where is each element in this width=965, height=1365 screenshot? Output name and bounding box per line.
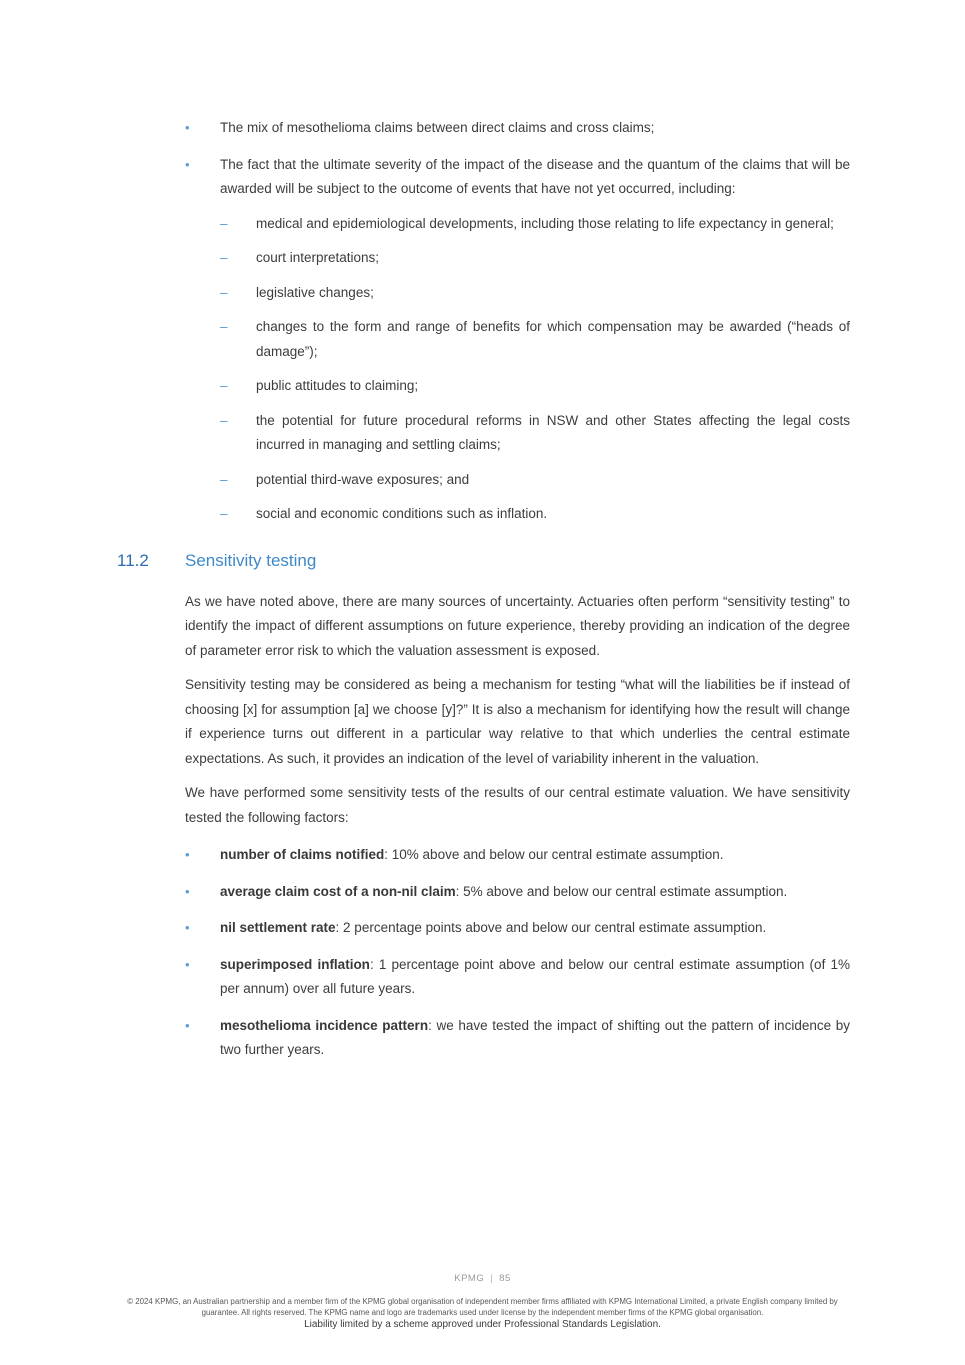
bullet-icon: • <box>185 883 190 899</box>
factor-text <box>220 953 850 1002</box>
bullet-icon: • <box>185 847 190 862</box>
sub-list-item <box>220 468 850 493</box>
factor-description: : 10% above and below our central estimate assumption. <box>384 847 724 862</box>
list-item <box>185 153 850 202</box>
bullet-icon: • <box>185 156 190 172</box>
bullet-icon: • <box>185 956 190 972</box>
footer-page-number: 85 <box>499 1273 511 1284</box>
dash-icon: – <box>220 284 228 300</box>
bullet-icon: • <box>185 1017 190 1033</box>
list-item-text: The fact that the ultimate severity of the impact of the disease and the quantum of the claims that will be awarded will be subject to the outcome of events that have not yet occurred, including: <box>220 156 850 196</box>
sub-list-item-text: public attitudes to claiming; <box>256 378 419 393</box>
factor-name: nil settlement rate <box>220 920 336 935</box>
factor-list <box>185 843 850 1063</box>
factor-list-item <box>185 953 850 1002</box>
factor-list-item <box>185 843 850 868</box>
factor-name: mesothelioma incidence pattern <box>220 1017 429 1033</box>
sub-list-item-text: court interpretations; <box>256 250 380 265</box>
footer-brand: KPMG <box>454 1273 485 1284</box>
paragraph: We have performed some sensitivity tests of the results of our central estimate valuation. We have sensitivity tested the following factors: <box>185 785 850 825</box>
paragraph: Sensitivity testing may be considered as being a mechanism for testing “what will the liabilities be if instead of choosing [x] for assumption [a] we choose [y]?” It is also a mechanism for identifying how the result will change if experience turns out different in a particular way relative to that which underlies the central estimate expectations. As such, it provides an indication of the level of variability inherent in the valuation. <box>185 677 850 766</box>
sub-list-item-text: changes to the form and range of benefits for which compensation may be awarded (“heads of damage”); <box>256 319 850 359</box>
dash-icon: – <box>220 378 228 393</box>
dash-icon: – <box>220 215 228 231</box>
dash-icon: – <box>220 471 228 487</box>
dash-icon: – <box>220 319 228 334</box>
page-number-label <box>0 1273 965 1284</box>
factor-description: : 2 percentage points above and below our central estimate assumption. <box>335 920 767 935</box>
paragraph: As we have noted above, there are many sources of uncertainty. Actuaries often perform “sensitivity testing” to identify the impact of different assumptions on future experience, thereby providing an indication of the degree of parameter error risk to which the valuation assessment is exposed. <box>185 593 850 658</box>
sub-list-item <box>220 374 850 399</box>
sub-list-item-text: legislative changes; <box>256 284 374 300</box>
sub-list-item <box>220 246 850 271</box>
legal-text: © 2024 KPMG, an Australian partnership and a member firm of the KPMG global organisation of independent member firms affiliated with KPMG International Limited, a private English company limited by guarantee. All rights reserved. The KPMG name and logo are trademarks used under license by the independent member firms of the KPMG global organisation. <box>127 1297 838 1317</box>
factor-description: : 1 percentage point above and below our central estimate assumption (of 1% per annum) over all future years. <box>220 956 850 996</box>
page-content <box>117 116 850 1075</box>
sub-list-item-text: the potential for future procedural reforms in NSW and other States affecting the legal costs incurred in managing and settling claims; <box>256 412 850 452</box>
sub-list-item <box>220 281 850 306</box>
bullet-icon: • <box>185 920 190 935</box>
sub-list-item <box>220 315 850 364</box>
sub-list-item <box>220 212 850 237</box>
sub-list <box>185 212 850 527</box>
sub-list-item-text: potential third-wave exposures; and <box>256 471 470 487</box>
factor-text <box>220 880 850 905</box>
list-item-text: The mix of mesothelioma claims between direct claims and cross claims; <box>220 120 655 135</box>
sub-list-item <box>220 502 850 527</box>
dash-icon: – <box>220 412 228 428</box>
factor-list-item <box>185 1014 850 1063</box>
factor-text <box>220 916 850 941</box>
section-number: 11.2 <box>117 550 149 570</box>
bullet-icon: • <box>185 120 190 135</box>
factor-description: : we have tested the impact of shifting out the pattern of incidence by two further years. <box>220 1017 850 1057</box>
factor-text <box>220 843 850 868</box>
factor-name: average claim cost of a non-nil claim <box>220 883 456 899</box>
factor-name: superimposed inflation <box>220 956 370 972</box>
sub-list-item-text: social and economic conditions such as inflation. <box>256 506 548 521</box>
list-item <box>185 116 850 141</box>
factor-list-item <box>185 916 850 941</box>
factor-name: number of claims notified <box>220 847 385 862</box>
section-title: Sensitivity testing <box>185 550 317 570</box>
section-heading <box>117 548 850 574</box>
factor-list-item <box>185 880 850 905</box>
sub-list-item <box>220 409 850 458</box>
factor-text <box>220 1014 850 1063</box>
footer-separator: | <box>490 1273 494 1284</box>
sub-list-item-text: medical and epidemiological developments, including those relating to life expectancy in general; <box>256 215 834 231</box>
page-footer <box>0 1260 965 1365</box>
dash-icon: – <box>220 506 228 521</box>
factor-description: : 5% above and below our central estimate assumption. <box>455 883 788 899</box>
dash-icon: – <box>220 250 228 265</box>
liability-text: Liability limited by a scheme approved under Professional Standards Legislation. <box>304 1319 661 1330</box>
